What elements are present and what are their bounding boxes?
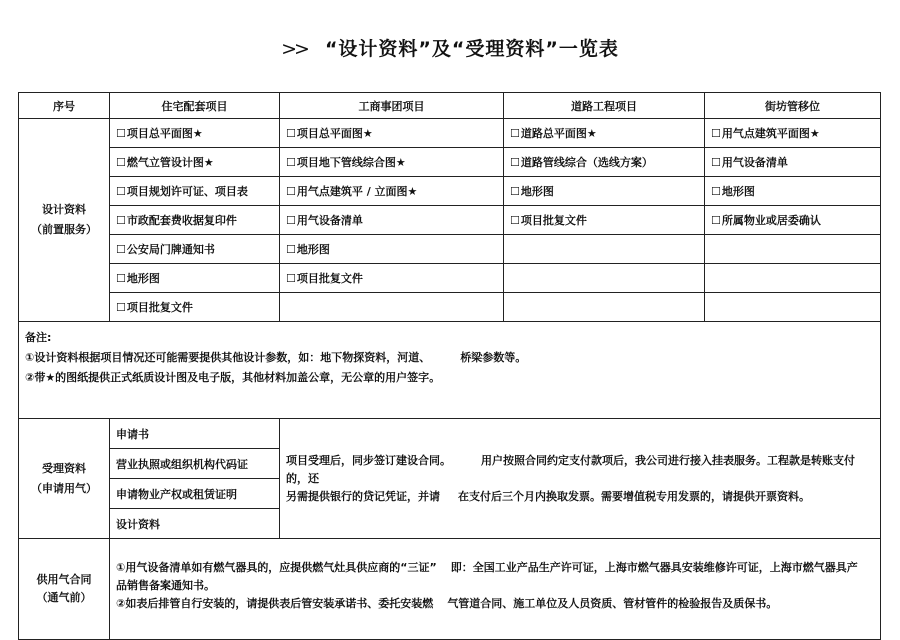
design-cell <box>504 119 705 148</box>
checklist-item: ☐ 项目批复文件 <box>510 214 587 227</box>
checklist-item: ☐ 项目批复文件 <box>286 272 363 285</box>
design-cell <box>504 206 705 235</box>
checklist-item: ☐ 项目规划许可证、项目表 <box>116 185 248 198</box>
design-row <box>19 119 881 148</box>
design-cell <box>705 148 881 177</box>
checklist-item: ☐ 道路总平面图★ <box>510 127 597 140</box>
design-cell <box>705 177 881 206</box>
design-cell-empty <box>705 235 881 264</box>
checklist-item: ☐ 用气点建筑平 / 立面图★ <box>286 185 417 198</box>
design-cell-empty <box>280 293 504 322</box>
apply-row <box>19 419 881 449</box>
design-cell <box>280 119 504 148</box>
gas-section-label <box>19 539 110 640</box>
design-cell <box>110 148 280 177</box>
design-cell <box>280 177 504 206</box>
section-label-line: 设计资料 <box>42 203 86 216</box>
design-cell <box>705 119 881 148</box>
design-cell-empty <box>504 264 705 293</box>
design-cell <box>280 206 504 235</box>
design-cell <box>110 206 280 235</box>
design-cell <box>280 264 504 293</box>
design-row <box>19 235 881 264</box>
notes-cell <box>19 322 881 419</box>
header-row <box>19 93 881 119</box>
design-cell <box>504 148 705 177</box>
design-cell-empty <box>504 235 705 264</box>
checklist-item: ☐ 项目总平面图★ <box>116 127 203 140</box>
design-row <box>19 206 881 235</box>
gas-contract-text: ①用气设备清单如有燃气器具的，应提供燃气灶具供应商的“三证” 即：全国工业产品生产许可证，上海市燃气器具安装维修许可证，上海市燃气器具产 品销售备案通知书。 ②如表后排管自行安装的，请提供表后管安装承诺书、委托安装燃 气管道合同、施工单位及人员资质、管材管件的检验报告及质保书。 <box>110 539 881 640</box>
title-text: “设计资料”及“受理资料”一览表 <box>324 38 619 60</box>
checklist-item: ☐ 用气设备清单 <box>286 214 363 227</box>
apply-item: 申请物业产权或租赁证明 <box>110 479 280 509</box>
header-cell: 街坊管移位 <box>705 93 881 119</box>
page-title <box>0 34 900 61</box>
checklist-item: ☐ 地形图 <box>711 185 755 198</box>
notes-row <box>19 322 881 419</box>
checklist-item: ☐ 地形图 <box>286 243 330 256</box>
section-label-line: （通气前） <box>36 591 92 604</box>
checklist-item: ☐ 地形图 <box>116 272 160 285</box>
header-cell: 道路工程项目 <box>504 93 705 119</box>
design-cell <box>280 148 504 177</box>
notes-line: ①设计资料根据项目情况还可能需要提供其他设计参数，如：地下物探资料，河道、 桥梁参数等。 <box>25 351 527 364</box>
design-cell <box>705 206 881 235</box>
design-cell <box>504 177 705 206</box>
section-label-line: （申请用气） <box>31 481 97 495</box>
design-cell <box>110 119 280 148</box>
checklist-item: ☐ 道路管线综合（选线方案） <box>510 156 653 169</box>
gas-contract-row <box>19 539 881 640</box>
section-label-line: 供用气合同 <box>36 573 92 586</box>
header-cell: 序号 <box>19 93 110 119</box>
design-cell <box>110 235 280 264</box>
section-label-line: 受理资料 <box>42 461 86 475</box>
notes-line: ②带★的图纸提供正式纸质设计图及电子版，其他材料加盖公章，无公章的用户签字。 <box>25 371 441 384</box>
checklist-item: ☐ 项目地下管线综合图★ <box>286 156 406 169</box>
apply-section-label <box>19 419 110 539</box>
design-row <box>19 293 881 322</box>
double-chevron-right-icon: >> <box>281 38 307 60</box>
checklist-item: ☐ 市政配套费收据复印件 <box>116 214 237 227</box>
checklist-item: ☐ 项目批复文件 <box>116 301 193 314</box>
design-cell <box>110 293 280 322</box>
checklist-item: ☐ 所属物业或居委确认 <box>711 214 821 227</box>
checklist-item: ☐ 地形图 <box>510 185 554 198</box>
design-cell-empty <box>705 293 881 322</box>
section-label-line: （前置服务） <box>31 223 97 236</box>
design-section-label <box>19 119 110 322</box>
checklist-item: ☐ 项目总平面图★ <box>286 127 373 140</box>
checklist-item: ☐ 燃气立管设计图★ <box>116 156 214 169</box>
checklist-item: ☐ 用气点建筑平面图★ <box>711 127 820 140</box>
apply-item: 设计资料 <box>110 509 280 539</box>
checklist-item: ☐ 公安局门牌通知书 <box>116 243 215 256</box>
checklist-item: ☐ 用气设备清单 <box>711 156 788 169</box>
design-cell-empty <box>705 264 881 293</box>
design-cell <box>110 264 280 293</box>
header-cell: 住宅配套项目 <box>110 93 280 119</box>
design-cell <box>280 235 504 264</box>
apply-description: 项目受理后，同步签订建设合同。 用户按照合同约定支付款项后，我公司进行接入挂表服务。工程款是转账支付的，还 另需提供银行的贷记凭证，并请 在支付后三个月内换取发票。需要增值税专用发票的，请提供开票资料。 <box>280 419 881 539</box>
design-row <box>19 177 881 206</box>
design-cell <box>110 177 280 206</box>
notes-title: 备注: <box>25 331 52 344</box>
design-row <box>19 148 881 177</box>
header-cell: 工商事团项目 <box>280 93 504 119</box>
design-cell-empty <box>504 293 705 322</box>
design-row <box>19 264 881 293</box>
apply-item: 申请书 <box>110 419 280 449</box>
document-table <box>18 92 881 640</box>
apply-item: 营业执照或组织机构代码证 <box>110 449 280 479</box>
